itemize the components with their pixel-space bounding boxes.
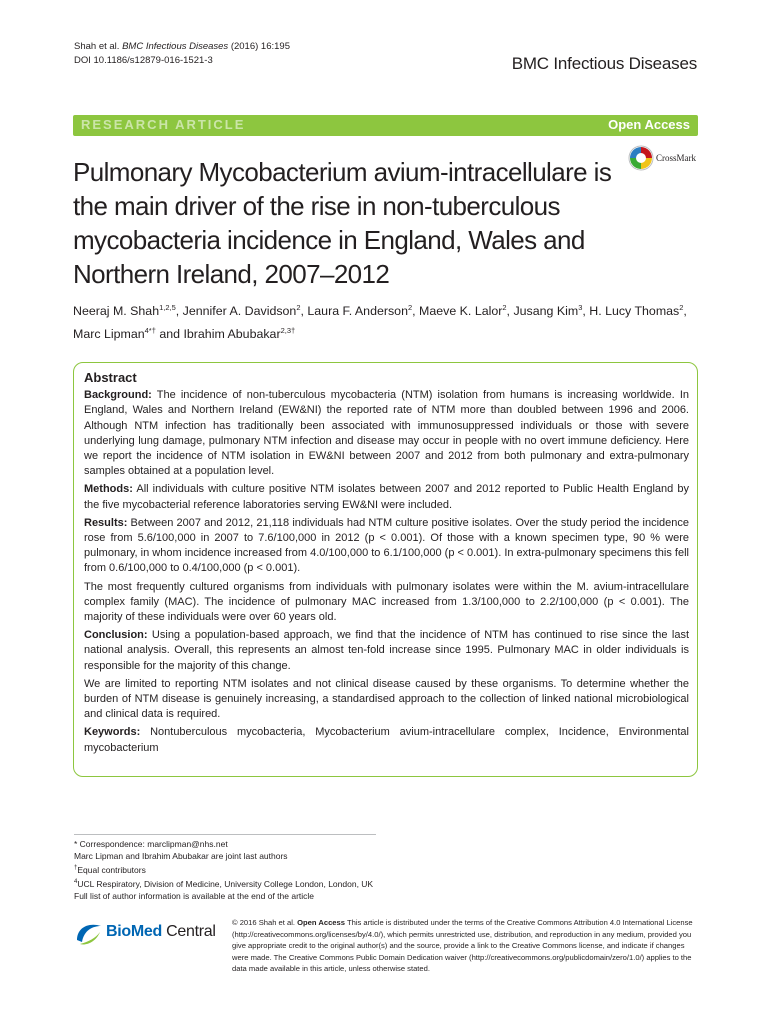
- citation-authors: Shah et al.: [74, 41, 120, 52]
- author-separator: ,: [300, 304, 308, 319]
- citation-rest: (2016) 16:195: [228, 41, 290, 52]
- author-affiliation-marker: 2,3†: [280, 326, 296, 336]
- author-affiliation-marker: 2: [679, 303, 684, 312]
- author-name: Ibrahim Abubakar: [183, 327, 281, 342]
- open-access-label: Open Access: [608, 117, 690, 132]
- abstract-paragraph: [84, 580, 689, 626]
- author-separator: ,: [582, 304, 590, 319]
- biomed-central-wordmark: BioMed Central: [106, 923, 216, 940]
- author-affiliation-marker: 4*†: [144, 326, 156, 336]
- abstract-content: [84, 370, 689, 759]
- author-name: Maeve K. Lalor: [419, 304, 503, 319]
- author-name: Marc Lipman: [73, 327, 145, 342]
- author-affiliation-marker: 2: [502, 303, 507, 312]
- crossmark-badge[interactable]: [628, 145, 698, 173]
- author-separator: ,: [412, 304, 420, 319]
- abstract-section-label: Results:: [84, 516, 128, 529]
- crossmark-icon: [628, 145, 654, 171]
- abstract-section-label: Background:: [84, 389, 152, 402]
- license-statement: © 2016 Shah et al. Open Access This article is distributed under the terms of the Creative Commons Attribution 4.0 International License (http://creativecommons.org/licenses/by/4.0/), which permits unrestricted use, distribution, and reproduction in any medium, provided you give appropriate credit to the original author(s) and the source, provide a link to the Creative Commons license, and indicate if changes were made. The Creative Commons Public Domain Dedication waiver (http://creativecommons.org/publicdomain/zero/1.0/) applies to the data made available in this article, unless otherwise stated.: [232, 918, 693, 974]
- abstract-paragraph: [84, 388, 689, 479]
- correspondence: * Correspondence: marclipman@nhs.net: [74, 839, 228, 849]
- abstract-section-text: Between 2007 and 2012, 21,118 individuals had NTM culture positive isolates. Over the study period the incidence rose from 5.6/100,000 in 2007 to 7.6/100,000 in 2012 (p < 0.001). Of those with a known specimen type, 90 % were pulmonary, in whom incidence increased from 4.0/100,000 to 6.1/100,000 (p < 0.001). In extra-pulmonary specimens this fell from 0.6/100,000 to 0.4/100,000 (p < 0.001).: [84, 516, 689, 575]
- author-name: H. Lucy Thomas: [589, 304, 680, 319]
- author-name: Laura F. Anderson: [307, 304, 408, 319]
- article-title: Pulmonary Mycobacterium avium-intracellulare is the main driver of the rise in non-tuberculous mycobacteria incidence in England, Wales and Northern Ireland, 2007–2012: [73, 157, 612, 289]
- abstract-section-label: Keywords:: [84, 726, 141, 739]
- affiliation-note: $^4$UCL Respiratory, Division of Medicine, University College London, London, UK: [74, 878, 374, 889]
- abstract-section-text: Nontuberculous mycobacteria, Mycobacterium avium-intracellulare complex, Incidence, Environmental mycobacterium: [84, 726, 689, 754]
- author-name: Jennifer A. Davidson: [182, 304, 297, 319]
- article-type-banner: [73, 115, 698, 136]
- abstract-section-text: We are limited to reporting NTM isolates and not clinical disease caused by these organisms. To determine whether the burden of NTM disease is genuinely increasing, a standardised approach to the collection of linked national microbiological and clinical data is required.: [84, 677, 689, 721]
- abstract-paragraph: [84, 628, 689, 674]
- abstract-section-label: Methods:: [84, 483, 133, 496]
- author-separator: ,: [683, 304, 687, 319]
- abstract-heading: Abstract: [84, 370, 137, 385]
- author-affiliation-marker: 2: [407, 303, 413, 312]
- abstract-paragraph: [84, 677, 689, 723]
- footnotes: [74, 838, 374, 902]
- author-separator: ,: [506, 304, 514, 319]
- abstract-sections: [84, 388, 689, 756]
- author-affiliation-marker: 1,2,5: [159, 303, 176, 312]
- joint-authors-note: Marc Lipman and Ibrahim Abubakar are joint last authors: [74, 851, 288, 861]
- equal-contributors-note: †Equal contributors: [74, 864, 146, 875]
- biomed-central-icon: [74, 920, 104, 948]
- abstract-paragraph: [84, 482, 689, 512]
- footnote-divider: [74, 834, 376, 835]
- citation-block: [74, 40, 290, 68]
- author-separator: and: [155, 327, 184, 342]
- author-affiliation-marker: 2: [296, 303, 301, 312]
- abstract-section-text: All individuals with culture positive NTM isolates between 2007 and 2012 reported to Public Health England by the five mycobacterial reference laboratories serving EW&NI were included.: [84, 483, 689, 511]
- full-list-note: Full list of author information is available at the end of the article: [74, 890, 315, 901]
- author-name: Jusang Kim: [513, 304, 579, 319]
- abstract-box: [73, 362, 698, 777]
- doi: DOI 10.1186/s12879-016-1521-3: [74, 55, 213, 66]
- author-affiliation-marker: 3: [578, 303, 583, 312]
- journal-name: BMC Infectious Diseases: [511, 54, 697, 73]
- abstract-paragraph: [84, 725, 689, 755]
- citation-journal: BMC Infectious Diseases: [122, 41, 229, 52]
- citation-line: [74, 40, 290, 54]
- abstract-section-text: The incidence of non-tuberculous mycobacteria (NTM) isolation from humans is increasing worldwide. In England, Wales and Northern Ireland (EW&NI) the reported rate of NTM more than doubled between 1996 and 2006. Although NTM infection has traditionally been associated with immunosuppressed individuals or those with severe underlying lung damage, pulmonary NTM infection and disease may occur in people with no overt immune deficiency. Here we report the incidence of NTM isolation in EW&NI between 2007 and 2012 from both pulmonary and extra-pulmonary samples obtained at a population level.: [84, 389, 689, 478]
- crossmark-label: CrossMark: [656, 153, 696, 163]
- article-type-label: RESEARCH ARTICLE: [81, 117, 246, 132]
- biomed-central-logo: [74, 920, 224, 950]
- author-name: Neeraj M. Shah: [73, 304, 160, 319]
- abstract-paragraph: [84, 516, 689, 577]
- abstract-section-text: The most frequently cultured organisms from individuals with pulmonary isolates were within the M. avium-intracellulare complex family (MAC). The incidence of pulmonary MAC increased from 1.3/100,000 to 2.2/100,000 (p < 0.001). The majority of these individuals were over 60 years old.: [84, 580, 689, 624]
- abstract-section-label: Conclusion:: [84, 629, 148, 642]
- abstract-section-text: Using a population-based approach, we find that the incidence of NTM has continued to rise since the last national analysis. Overall, this represents an almost ten-fold increase since 1995. Pulmonary MAC in older individuals is responsible for the majority of this change.: [84, 629, 689, 672]
- author-list: [73, 298, 698, 344]
- author-separator: ,: [175, 304, 183, 319]
